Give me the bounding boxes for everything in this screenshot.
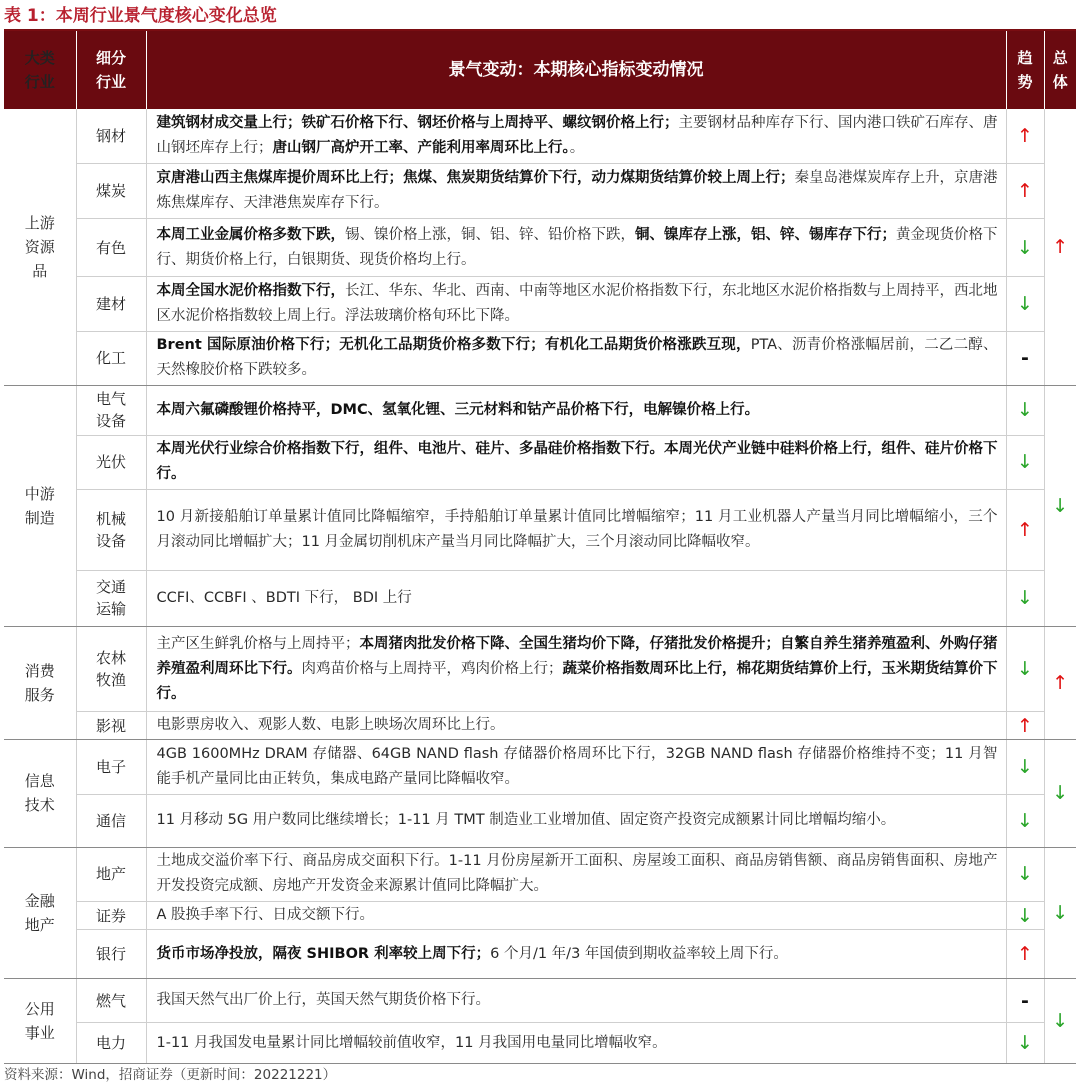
description-cell <box>146 489 1006 570</box>
description-bold-text: 本周全国水泥价格指数下行， <box>156 283 345 300</box>
category-cell <box>4 978 76 1063</box>
subcategory-cell <box>76 740 146 795</box>
subcategory-label: 机械设备 <box>95 509 126 550</box>
category-cell <box>4 847 76 978</box>
table-row <box>4 489 1076 570</box>
category-cell <box>4 627 76 740</box>
description-cell <box>146 385 1006 436</box>
subcategory-label: 建材 <box>95 295 126 314</box>
subcategory-cell <box>76 794 146 847</box>
header-overall: 总体 <box>1044 31 1076 109</box>
dash-icon: - <box>1006 331 1044 385</box>
table-row <box>4 570 1076 627</box>
overall-arrow-down-icon: ↓ <box>1044 740 1076 847</box>
category-label: 公用事业 <box>24 999 55 1042</box>
subcategory-cell <box>76 277 146 332</box>
table-row <box>4 712 1076 740</box>
subcategory-cell <box>76 331 146 385</box>
description-cell <box>146 277 1006 332</box>
subcategory-label: 光伏 <box>95 453 126 472</box>
arrow-down-icon: ↓ <box>1006 218 1044 277</box>
description-cell <box>146 331 1006 385</box>
description-bold-text: 唐山钢厂高炉开工率、产能利用率周环比上行。 <box>272 140 570 157</box>
description-cell <box>146 930 1006 979</box>
description-text: A 股换手率下行、日成交额下行。 <box>156 907 375 924</box>
description-bold-text: 本周工业金属价格多数下跌， <box>156 226 345 243</box>
subcategory-label: 钢材 <box>95 127 126 146</box>
description-bold-text: 建筑钢材成交量上行；铁矿石价格下行、钢坯价格与上周持平、螺纹钢价格上行； <box>156 115 679 132</box>
description-text: 6 个月/1 年/3 年国债到期收益率较上周下行。 <box>490 945 788 962</box>
arrow-up-icon: ↑ <box>1006 930 1044 979</box>
description-text: 长江、华东、华北、西南、中南等地区水泥价格指数下行，东北地区水泥价格指数与上周持平，西北地区水泥价格指数较上周上行。浮法玻璃价格旬环比下降。 <box>156 283 998 325</box>
table-row <box>4 277 1076 332</box>
category-cell <box>4 740 76 847</box>
description-cell <box>146 902 1006 930</box>
arrow-down-icon: ↓ <box>1006 570 1044 627</box>
subcategory-label: 影视 <box>95 716 126 735</box>
arrow-up-icon: ↑ <box>1006 109 1044 164</box>
category-label: 上游资源品 <box>24 213 55 280</box>
description-bold-text: 货币市场净投放，隔夜 SHIBOR 利率较上周下行； <box>156 945 491 962</box>
description-text: 我国天然气出厂价上行，英国天然气期货价格下行。 <box>156 992 490 1009</box>
description-cell <box>146 740 1006 795</box>
overall-arrow-up-icon: ↑ <box>1044 109 1076 385</box>
table-row <box>4 847 1076 902</box>
category-label: 中游制造 <box>24 484 55 527</box>
arrow-down-icon: ↓ <box>1006 1023 1044 1064</box>
table-row <box>4 794 1076 847</box>
description-bold-text: 京唐港山西主焦煤库提价周环比上行；焦煤、焦炭期货结算价下行，动力煤期货结算价较上周上行； <box>156 169 795 186</box>
description-text: CCFI、CCBFI 、BDTI 下行， BDI 上行 <box>156 589 412 606</box>
subcategory-label: 银行 <box>95 945 126 964</box>
category-cell <box>4 109 76 385</box>
description-bold-text: 本周光伏行业综合价格指数下行，组件、电池片、硅片、多晶硅价格指数下行。本周光伏产业链中硅料价格上行，组件、硅片价格下行。 <box>156 441 998 483</box>
subcategory-label: 交通运输 <box>95 578 126 619</box>
description-cell <box>146 570 1006 627</box>
description-text: 10 月新接船舶订单量累计值同比降幅缩窄，手持船舶订单量累计值同比增幅缩窄；11 月工业机器人产量当月同比增幅缩小，三个月滚动同比增幅扩大；11 月金属切削机床产量当月同比降幅扩大，三个月滚动同比降幅收窄。 <box>156 508 998 550</box>
description-bold-text: 蔬菜价格指数周环比上行，棉花期货结算价上行，玉米期货结算价下行。 <box>156 660 998 702</box>
arrow-down-icon: ↓ <box>1006 436 1044 490</box>
table-body <box>4 109 1076 1064</box>
subcategory-cell <box>76 627 146 712</box>
table-row <box>4 978 1076 1022</box>
dash-icon: - <box>1006 978 1044 1022</box>
arrow-down-icon: ↓ <box>1006 385 1044 436</box>
subcategory-label: 电气设备 <box>95 390 126 431</box>
table-row <box>4 109 1076 164</box>
category-label: 消费服务 <box>24 662 55 705</box>
description-text: 土地成交溢价率下行、商品房成交面积下行。1-11 月份房屋新开工面积、房屋竣工面积、商品房销售额、商品房销售面积、房地产开发投资完成额、房地产开发资金来源累计值同比降幅扩大。 <box>156 853 998 895</box>
description-cell <box>146 847 1006 902</box>
subcategory-label: 电子 <box>95 758 126 777</box>
overall-arrow-down-icon: ↓ <box>1044 978 1076 1063</box>
description-cell <box>146 712 1006 740</box>
description-text: 黄金现货价格下行、期货价格上行，白银期货、现货价格均上行。 <box>156 226 998 268</box>
table-row <box>4 627 1076 712</box>
description-cell <box>146 794 1006 847</box>
table-row <box>4 740 1076 795</box>
category-label: 信息技术 <box>24 772 55 815</box>
subcategory-cell <box>76 1023 146 1064</box>
subcategory-cell <box>76 902 146 930</box>
table-row <box>4 930 1076 979</box>
subcategory-cell <box>76 218 146 277</box>
arrow-up-icon: ↑ <box>1006 712 1044 740</box>
table-title: 表 1：本周行业景气度核心变化总览 <box>4 6 277 26</box>
description-text: 秦皇岛港煤炭库存上升，京唐港炼焦煤库存、天津港焦炭库存下行。 <box>156 169 998 211</box>
subcategory-cell <box>76 385 146 436</box>
subcategory-cell <box>76 712 146 740</box>
header-category: 大类行业 <box>4 31 76 109</box>
description-text: 1-11 月我国发电量累计同比增幅较前值收窄，11 月我国用电量同比增幅收窄。 <box>156 1034 667 1051</box>
arrow-up-icon: ↑ <box>1006 164 1044 219</box>
subcategory-cell <box>76 978 146 1022</box>
description-text: 11 月移动 5G 用户数同比继续增长；1-11 月 TMT 制造业工业增加值、固定资产投资完成额累计同比增幅均缩小。 <box>156 812 896 829</box>
subcategory-cell <box>76 109 146 164</box>
description-text: 主要钢材品种库存下行、国内港口铁矿石库存、唐山钢坯库存上行； <box>156 115 998 157</box>
subcategory-cell <box>76 164 146 219</box>
description-text: PTA、沥青价格涨幅居前，二乙二醇、天然橡胶价格下跌较多。 <box>156 337 998 379</box>
subcategory-label: 地产 <box>95 865 126 884</box>
description-text: 4GB 1600MHz DRAM 存储器、64GB NAND flash 存储器价格周环比下行，32GB NAND flash 存储器价格维持不变；11 月智能手机产量同比由正转负，集成电路产量同比降幅收窄。 <box>156 746 998 788</box>
description-cell <box>146 109 1006 164</box>
subcategory-label: 电力 <box>95 1034 126 1053</box>
description-text: 主产区生鲜乳价格与上周持平； <box>156 635 360 652</box>
subcategory-label: 有色 <box>95 238 126 257</box>
table-row <box>4 902 1076 930</box>
category-cell <box>4 385 76 627</box>
arrow-down-icon: ↓ <box>1006 277 1044 332</box>
arrow-down-icon: ↓ <box>1006 740 1044 795</box>
description-cell <box>146 218 1006 277</box>
description-bold-text: 本周猪肉批发价格下降、全国生猪均价下降，仔猪批发价格提升；自繁自养生猪养殖盈利、外购仔猪养殖盈利周环比下行。 <box>156 635 998 677</box>
description-bold-text: Brent 国际原油价格下行；无机化工品期货价格多数下行；有机化工品期货价格涨跌互现， <box>156 337 751 354</box>
table-row <box>4 331 1076 385</box>
subcategory-cell <box>76 570 146 627</box>
description-cell <box>146 627 1006 712</box>
source-note: 资料来源：Wind，招商证券（更新时间：20221221） <box>4 1067 337 1083</box>
overall-arrow-down-icon: ↓ <box>1044 847 1076 978</box>
description-text: 电影票房收入、观影人数、电影上映场次周环比上行。 <box>156 717 505 734</box>
subcategory-label: 通信 <box>95 811 126 830</box>
subcategory-label: 燃气 <box>95 991 126 1010</box>
header-description: 景气变动：本期核心指标变动情况 <box>146 31 1006 109</box>
subcategory-cell <box>76 847 146 902</box>
description-cell <box>146 1023 1006 1064</box>
table-row <box>4 1023 1076 1064</box>
header-row <box>4 31 1076 109</box>
subcategory-cell <box>76 436 146 490</box>
arrow-down-icon: ↓ <box>1006 902 1044 930</box>
subcategory-cell <box>76 930 146 979</box>
header-subcategory: 细分行业 <box>76 31 146 109</box>
table-row <box>4 218 1076 277</box>
header-trend: 趋势 <box>1006 31 1044 109</box>
arrow-down-icon: ↓ <box>1006 847 1044 902</box>
description-bold-text: 铜、镍库存上涨，铝、锌、锡库存下行； <box>635 226 896 243</box>
description-text: 。 <box>569 140 585 157</box>
arrow-down-icon: ↓ <box>1006 794 1044 847</box>
subcategory-label: 农林牧渔 <box>95 649 126 690</box>
description-cell <box>146 436 1006 490</box>
description-cell <box>146 978 1006 1022</box>
description-cell <box>146 164 1006 219</box>
table-row <box>4 164 1076 219</box>
description-bold-text: 本周六氟磷酸锂价格持平，DMC、氢氧化锂、三元材料和钴产品价格下行，电解镍价格上行。 <box>156 401 760 418</box>
subcategory-label: 化工 <box>95 349 126 368</box>
overall-arrow-up-icon: ↑ <box>1044 627 1076 740</box>
table-row <box>4 436 1076 490</box>
category-label: 金融地产 <box>24 891 55 934</box>
arrow-up-icon: ↑ <box>1006 489 1044 570</box>
description-text: 锡、镍价格上涨，铜、铝、锌、铅价格下跌， <box>345 226 635 243</box>
subcategory-label: 煤炭 <box>95 181 126 200</box>
description-text: 肉鸡苗价格与上周持平，鸡肉价格上行； <box>301 660 563 677</box>
overall-arrow-down-icon: ↓ <box>1044 385 1076 627</box>
table-row <box>4 385 1076 436</box>
arrow-down-icon: ↓ <box>1006 627 1044 712</box>
industry-table <box>4 31 1076 1064</box>
subcategory-cell <box>76 489 146 570</box>
subcategory-label: 证券 <box>95 906 126 925</box>
